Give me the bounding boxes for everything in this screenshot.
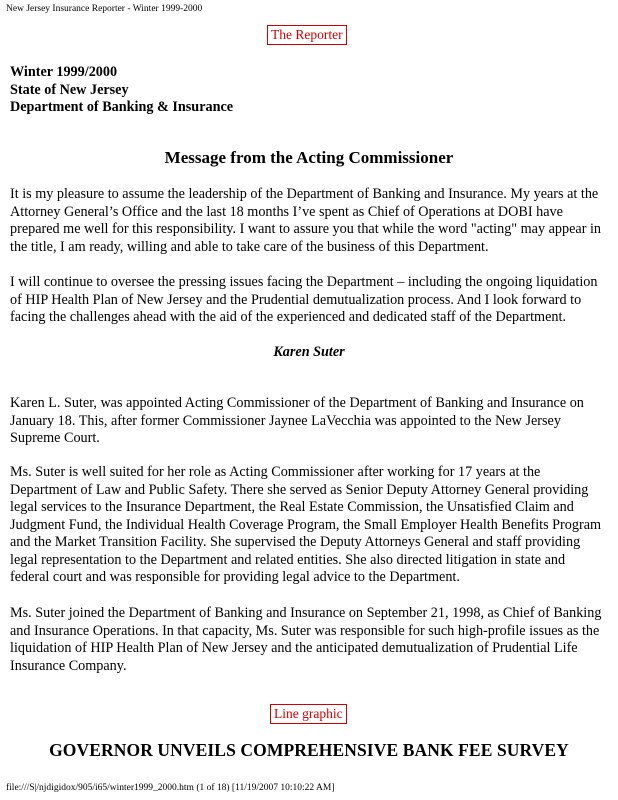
text-line: legal representation to the Department and related entities. She also directed litigation in state and <box>10 551 566 568</box>
the-reporter-link[interactable]: The Reporter <box>267 25 347 45</box>
text-line: federal court and was responsible for providing legal advice to the Department. <box>10 569 460 585</box>
text-line: the title, I am ready, willing and able to take care of the business of this Department. <box>10 238 489 255</box>
article-title-acting-commissioner: Message from the Acting Commissioner <box>164 148 454 167</box>
text-line: Department of Law and Public Safety. There she served as Senior Deputy Attorney General providing <box>10 481 589 498</box>
line-graphic-link[interactable]: Line graphic <box>270 704 347 724</box>
text-line: It is my pleasure to assume the leadership of the Department of Banking and Insurance. My years at the <box>10 186 599 202</box>
issue-department: Department of Banking & Insurance <box>10 99 234 115</box>
text-line: I will continue to oversee the pressing issues facing the Department – including the ongoing liquidation <box>10 274 598 290</box>
text-line: Insurance Company. <box>10 657 127 674</box>
browser-print-header: New Jersey Insurance Reporter - Winter 1999-2000 <box>6 4 203 14</box>
bio-paragraph-2 <box>10 464 614 587</box>
commissioner-message-paragraph-1 <box>10 186 614 256</box>
text-line: of HIP Health Plan of New Jersey and the Prudential demutualization process. And I look forward to <box>10 291 582 308</box>
bio-paragraph-1 <box>10 395 614 448</box>
text-line: and Insurance Operations. In that capacity, Ms. Suter was responsible for such high-profile issues as the <box>10 622 600 639</box>
text-line: Ms. Suter joined the Department of Banking and Insurance on September 21, 1998, as Chief of Banking <box>10 605 602 621</box>
text-line: legal services to the Insurance Department, the Real Estate Commission, the Unsatisfied Claim and <box>10 499 574 515</box>
text-line: Attorney General’s Office and the last 18 months I’ve spent as Chief of Operations at DOBI have <box>10 203 563 220</box>
issue-meta <box>10 64 233 117</box>
text-line: and the Market Transition Facility. She supervised the Deputy Attorneys General and staff providing <box>10 534 581 550</box>
text-line: January 18. This, after former Commissioner Jaynee LaVecchia was appointed to the New Jersey <box>10 412 561 429</box>
article-title-bank-fee-survey: GOVERNOR UNVEILS COMPREHENSIVE BANK FEE SURVEY <box>49 740 569 760</box>
text-line: prepared me well for this responsibility. I want to assure you that while the word "acting" may appear in <box>10 221 602 237</box>
text-line: Karen L. Suter, was appointed Acting Commissioner of the Department of Banking and Insurance on <box>10 395 584 411</box>
browser-print-footer: file:///S|/njdigidox/905/i65/winter1999_2000.htm (1 of 18) [11/19/2007 10:10:22 AM] <box>6 783 335 793</box>
issue-state: State of New Jersey <box>10 81 129 98</box>
text-line: facing the challenges ahead with the aid of the experienced and dedicated staff of the Department. <box>10 309 566 325</box>
text-line: Supreme Court. <box>10 430 100 446</box>
text-line: Ms. Suter is well suited for her role as Acting Commissioner after working for 17 years at the <box>10 464 541 480</box>
text-line: liquidation of HIP Health Plan of New Jersey and the anticipated demutualization of Prudential Life <box>10 640 578 656</box>
author-byline: Karen Suter <box>273 344 345 360</box>
text-line: Judgment Fund, the Individual Health Coverage Program, the Small Employer Health Benefits Program <box>10 516 602 533</box>
issue-date: Winter 1999/2000 <box>10 64 118 80</box>
bio-paragraph-3 <box>10 605 614 675</box>
commissioner-message-paragraph-2 <box>10 274 614 327</box>
